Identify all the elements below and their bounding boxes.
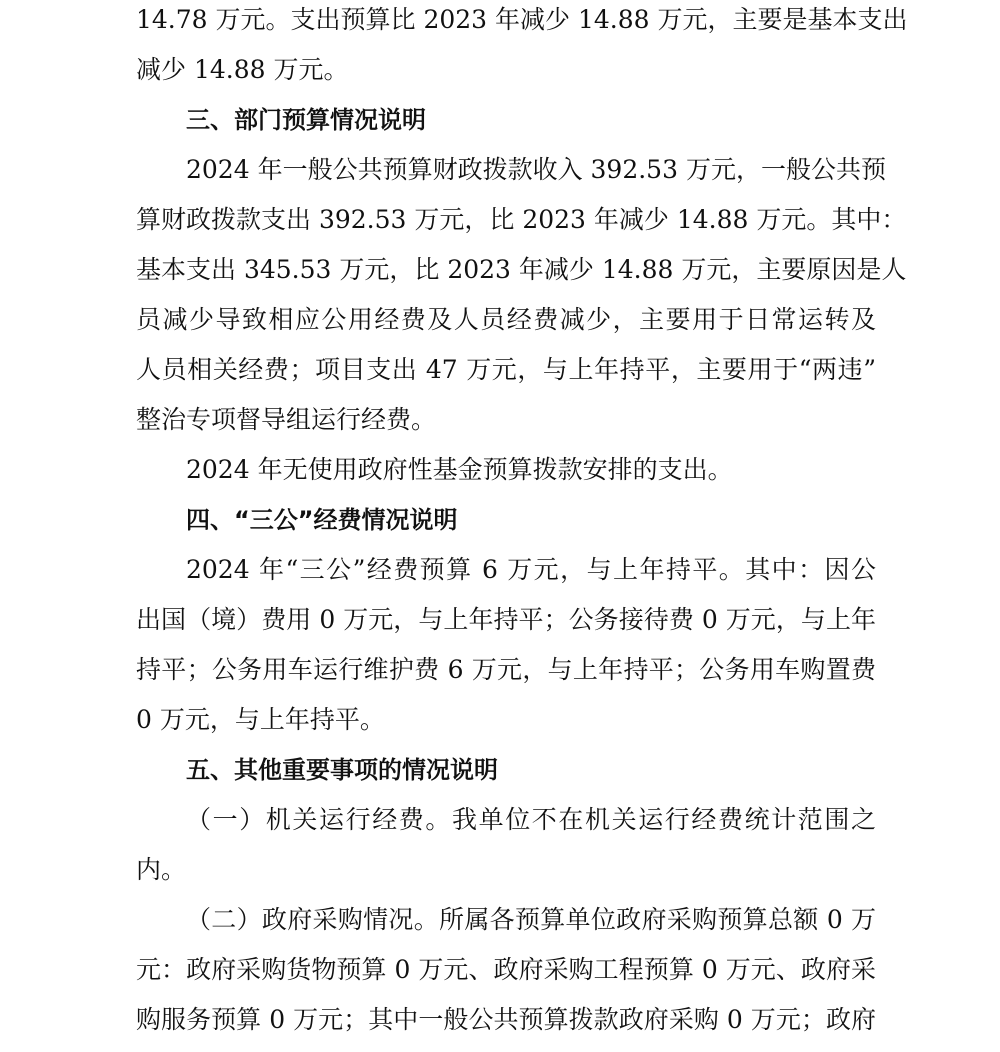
paragraph-line: 整治专项督导组运行经费。 <box>136 405 437 434</box>
paragraph-line: 算财政拨款支出 392.53 万元，比 2023 年减少 14.88 万元。其中： <box>136 205 907 234</box>
paragraph-line: 减少 14.88 万元。 <box>136 55 349 84</box>
paragraph-line: 员减少导致相应公用经费及人员经费减少，主要用于日常运转及 <box>136 305 876 334</box>
paragraph-line: 持平；公务用车运行维护费 6 万元，与上年持平；公务用车购置费 <box>136 655 876 684</box>
paragraph-line: 2024 年一般公共预算财政拨款收入 392.53 万元，一般公共预 <box>186 155 886 184</box>
section-heading-3: 三、部门预算情况说明 <box>186 106 426 134</box>
section-heading-5: 五、其他重要事项的情况说明 <box>186 756 498 784</box>
paragraph-line: 0 万元，与上年持平。 <box>136 705 385 734</box>
paragraph-line: （一）机关运行经费。我单位不在机关运行经费统计范围之 <box>186 805 876 834</box>
paragraph-line: 2024 年无使用政府性基金预算拨款安排的支出。 <box>186 455 733 484</box>
paragraph-line: 元：政府采购货物预算 0 万元、政府采购工程预算 0 万元、政府采 <box>136 955 876 984</box>
paragraph-line: 人员相关经费；项目支出 47 万元，与上年持平，主要用于“两违” <box>136 355 876 384</box>
paragraph-line: 购服务预算 0 万元；其中一般公共预算拨款政府采购 0 万元；政府 <box>136 1005 876 1034</box>
section-heading-4: 四、“三公”经费情况说明 <box>186 506 458 534</box>
paragraph-line: 14.78 万元。支出预算比 2023 年减少 14.88 万元，主要是基本支出 <box>136 5 908 34</box>
paragraph-line: 基本支出 345.53 万元，比 2023 年减少 14.88 万元，主要原因是人 <box>136 255 907 284</box>
paragraph-line: 2024 年“三公”经费预算 6 万元，与上年持平。其中：因公 <box>186 555 876 584</box>
paragraph-line: （二）政府采购情况。所属各预算单位政府采购预算总额 0 万 <box>186 905 876 934</box>
paragraph-line: 内。 <box>136 855 187 884</box>
paragraph-line: 出国（境）费用 0 万元，与上年持平；公务接待费 0 万元，与上年 <box>136 605 876 634</box>
